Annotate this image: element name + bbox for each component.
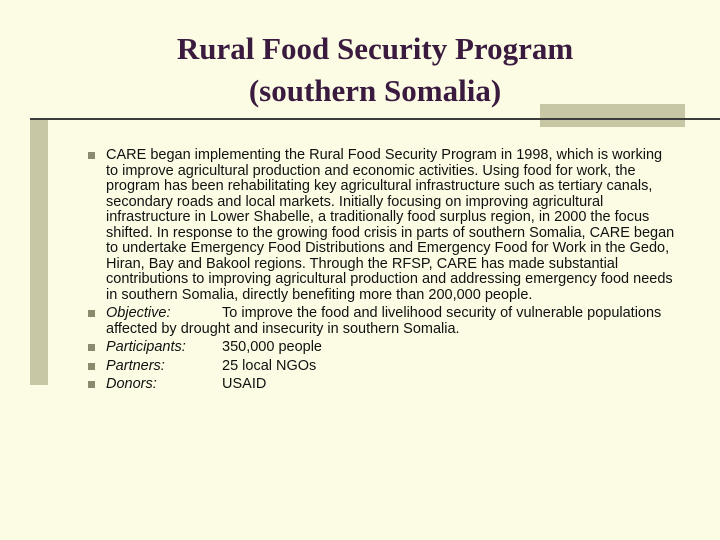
square-bullet-icon <box>88 310 95 317</box>
bullet-item-partners <box>88 359 678 375</box>
bullet-label: Donors: <box>106 376 157 392</box>
square-bullet-icon <box>88 381 95 388</box>
left-accent-bar <box>30 120 48 385</box>
bullet-item-program-description <box>88 148 678 303</box>
slide-title <box>100 28 650 112</box>
bullet-item-donors <box>88 377 678 393</box>
bullet-label: Partners: <box>106 357 165 374</box>
square-bullet-icon <box>88 152 95 159</box>
bullet-item-objective <box>88 306 678 337</box>
bullet-list <box>88 148 678 396</box>
bullet-value: 25 local NGOs <box>222 357 317 374</box>
bullet-item-participants <box>88 340 678 356</box>
title-accent-bar <box>540 104 685 127</box>
square-bullet-icon <box>88 344 95 351</box>
bullet-label: Participants: <box>106 339 186 355</box>
bullet-value: USAID <box>222 376 267 392</box>
bullet-value: To improve the food and livelihood security of vulnerable populations affected by drought and insecurity in southern Somalia. <box>106 305 662 337</box>
title-divider <box>30 118 720 120</box>
title-line-2: (southern Somalia) <box>248 73 502 108</box>
bullet-label: Objective: <box>106 305 171 321</box>
square-bullet-icon <box>88 363 95 370</box>
bullet-text: CARE began implementing the Rural Food Security Program in 1998, which is working to improve agricultural production and economic activities. Using food for work, the program has been rehabilitating key agricultural infrastructure such as tertiary canals, secondary roads and local markets. Initially focusing on improving agricultural infrastructure in Lower Shabelle, a traditionally food surplus region, in 2000 the focus shifted. In response to the growing food crisis in parts of southern Somalia, CARE began to undertake Emergency Food Distributions and Emergency Food for Work in the Gedo, Hiran, Bay and Bakool regions. Through the RFSP, CARE has made substantial contributions to improving agricultural production and addressing emergency food needs in southern Somalia, directly benefiting more than 200,000 people. <box>106 147 675 303</box>
title-line-1: Rural Food Security Program <box>176 31 574 66</box>
bullet-value: 350,000 people <box>222 339 322 355</box>
